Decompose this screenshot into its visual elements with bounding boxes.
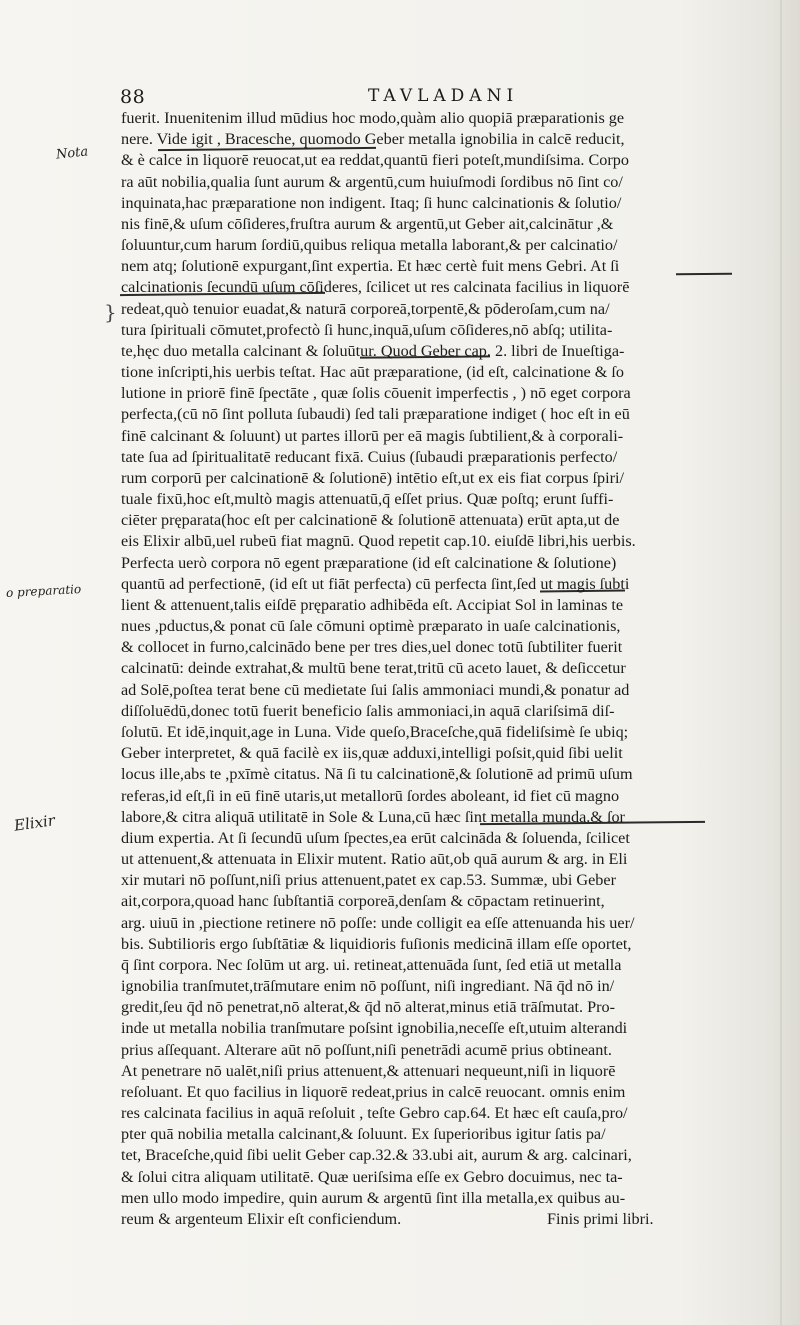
text-line: eis Elixir albū,uel rubeū fiat magnū. Quod repetit cap.10. eiuſdē libri,his uerbis.	[121, 532, 636, 551]
text-line: ignobilia tranſmutet,trāſmutare enim nō poſſunt, niſi ingrediant. Nā q̄d nō in/	[121, 977, 615, 996]
text-line: fuerit. Inuenitenim illud mūdius hoc modo,quàm alio quopiā præparationis ge	[121, 109, 625, 127]
text-line: referas,id eſt,ſi in eū finē utaris,ut metallorū ſordes aboleant, id fiet cū magno	[121, 786, 620, 805]
text-line: prius aſſequant. Alterare aūt nō poſſunt,niſi penetrādi acumē prius obtineant.	[121, 1040, 612, 1059]
text-line: lutione in priorē finē ſpectāte , quæ ſolis cōuenit imperfectis , ) nō eget corpora	[121, 384, 631, 403]
text-line: arg. uiuū in ,piectione retinere nō poſſe: unde colligit ea eſſe attenuanda his uer/	[121, 913, 635, 932]
closing-text: Finis primi libri.	[547, 1209, 654, 1228]
text-line: q̄ ſint corpora. Nec ſolūm ut arg. ui. retineat,attenuāda ſunt, ſed etiā ut metalla	[121, 955, 622, 974]
text-line: reum & argenteum Elixir eſt conficiendum.	[121, 1209, 402, 1228]
text-line: & è calce in liquorē reuocat,ut ea reddat,quantū fieri poteſt,mundiſsima. Corpo	[121, 151, 629, 170]
margin-note-elixir: Elixir	[12, 811, 57, 835]
text-line: diſſoluēdū,donec totū fuerit beneficio ſalis ammoniaci,in aquā clariſsimā diſ-	[121, 701, 615, 720]
text-line: ut attenuent,& attenuata in Elixir mutent. Ratio aūt,ob quā aurum & arg. in Eli	[121, 850, 628, 869]
text-line: ra aūt nobilia,qualia ſunt aurum & argentū,cum huiuſmodi ſordibus nō ſint co/	[121, 172, 623, 191]
text-line: nere. Vide igit , Bracesche, quomodo Geber metalla ignobilia in calcē reducit,	[121, 130, 625, 149]
text-line: labore,& citra aliquā utilitatē in Sole & Luna,cū hæc ſint metalla munda.& ſor	[121, 807, 625, 826]
text-line: pter quā nobilia metalla calcinant,& ſoluunt. Ex ſuperioribus igitur ſatis pa/	[121, 1125, 606, 1144]
text-line: nis finē,& uſum cōſideres,fruſtra aurum & argentū,ut Geber ait,calcinātur ,&	[121, 214, 614, 233]
text-line: & ſolui citra aliquam utilitatē. Quæ ueriſsima eſſe ex Gebro docuimus, nec ta-	[121, 1167, 623, 1186]
text-line: xir mutari nō poſſunt,niſi prius attenuent,patet ex cap.53. Summæ, ubi Geber	[121, 871, 616, 890]
text-line: bis. Subtilioris ergo ſubſtātiæ & liquidioris fuſionis medicinā illam eſſe oportet,	[121, 934, 632, 953]
running-title: TAVLADANI	[368, 86, 519, 106]
text-line: inquinata,hac præparatione non indigent. Itaq; ſi hunc calcinationis & ſolutio/	[121, 193, 622, 212]
text-line: nem atq; ſolutionē expurgant,ſint expertia. Et hæc certè fuit mens Gebri. At ſi	[121, 257, 620, 276]
text-line: ciēter pręparata(hoc eſt per calcinationē & ſolutionē attenuata) erūt apta,ut de	[121, 511, 620, 530]
page-number: 88	[120, 86, 146, 108]
margin-note-preparatio: o preparatio	[5, 582, 82, 600]
text-line: gredit,ſeu q̄d nō penetrat,nō alterat,& q̄d nō alterat,minus etiā trāſmutat. Pro-	[121, 998, 616, 1017]
text-line: tione inſcripti,his uerbis teſtat. Hac aūt præparatione, (id eſt, calcinatione & ſo	[121, 363, 625, 382]
margin-note-nota: Nota	[55, 144, 89, 163]
text-line: quantū ad perfectionē, (id eſt ut fiāt perfecta) cū perfecta ſint,ſed ut magis ſubti	[121, 574, 630, 593]
text-line: tet, Braceſche,quid ſibi uelit Geber cap.32.& 33.ubi ait, aurum & arg. calcinari,	[121, 1146, 632, 1165]
text-line: Geber interpretet, & quā facilè ex iis,quæ adduxi,intelligi poſsit,quid ſibi uelit	[121, 744, 623, 763]
text-line: inde ut metalla nobilia tranſmutare poſsint ignobilia,neceſſe eſt,utuim alterandi	[121, 1019, 628, 1038]
final-text-line	[121, 1209, 721, 1230]
margin-bracket-mark: }	[104, 300, 117, 324]
text-line: perfecta,(cū nō ſint polluta ſubaudi) ſed tali præparatione indiget ( hoc eſt in eū	[121, 405, 630, 424]
text-line: te,hęc duo metalla calcinant & ſoluūtur. Quod Geber cap. 2. libri de Inueſtiga-	[121, 341, 625, 360]
text-line: redeat,quò tenuior euadat,& naturā corporeā,torpentē,& pōderoſam,cum na/	[121, 299, 610, 318]
text-line: & collocet in furno,calcinādo bene per tres dies,uel donec totū ſubtiliter fuerit	[121, 638, 623, 657]
page-header	[120, 86, 620, 108]
text-line: calcinatū: deinde extrahat,& multū bene terat,tritū cū aceto lauet, & deſiccetur	[121, 659, 626, 678]
text-line: Perfecta uerò corpora nō egent præparatione (id eſt calcinatione & ſolutione)	[121, 553, 617, 572]
text-line: ad Solē,poſtea terat bene cū medietate ſui ſalis ammoniaci mundi,& ponatur ad	[121, 680, 630, 699]
page-edge	[780, 0, 782, 1325]
text-line: locus ille,abs te ,pxīmè citatus. Nā ſi tu calcinationē,& ſolutionē ad primū uſum	[121, 765, 633, 784]
text-line: men ullo modo impedire, quin aurum & argentū ſint illa metalla,ex quibus au-	[121, 1188, 626, 1207]
text-line: rum corporū per calcinationē & ſolutionē) intētio eſt,ut ex eis fiat corpus ſpiri/	[121, 468, 625, 487]
text-line: tate ſua ad ſpiritualitatē reducant fixā. Cuius (ſubaudi præparationis perfecto/	[121, 447, 618, 466]
text-line: finē calcinant & ſoluunt) ut partes illorū per eā magis ſubtilient,& à corporali-	[121, 426, 624, 445]
text-line: ſoluuntur,cum harum ſordiū,quibus reliqua metalla laborant,& per calcinatio/	[121, 236, 618, 255]
text-line: ſolutū. Et idē,inquit,age in Luna. Vide queſo,Braceſche,quā fideliſsimè ſe ubiq;	[121, 722, 629, 741]
text-line: tuale fixū,hoc eſt,multò magis attenuatū,q̄ eſſet prius. Quæ poſtq; erunt ſuffi-	[121, 490, 614, 509]
text-line: tura ſpirituali cōmutet,profectò ſi hunc,inquā,uſum cōſideres,nō abſq; utilita-	[121, 320, 613, 339]
text-line: calcinationis ſecundū uſum cōſideres, ſcilicet ut res calcinata facilius in liquorē	[121, 278, 630, 297]
text-line: At penetrare nō ualēt,niſi prius attenuent,& attenuari nequeunt,niſi in liquorē	[121, 1061, 616, 1080]
main-text-block	[121, 108, 721, 1230]
text-line: ait,corpora,quoad hanc ſubſtantiā corporeā,denſam & cōpactam retinuerint,	[121, 892, 605, 911]
text-line: lient & attenuent,talis eiſdē pręparatio adhibēda eſt. Accipiat Sol in laminas te	[121, 595, 624, 614]
text-line: nues ,pductus,& ponat cū ſale cōmuni optimè præparato in uaſe calcinationis,	[121, 617, 621, 636]
text-line: dium expertia. At ſi ſecundū uſum ſpectes,ea erūt calcināda & ſoluenda, ſcilicet	[121, 828, 630, 847]
text-line: reſoluant. Et quo facilius in liquorē redeat,prius in calcē reuocant. omnis enim	[121, 1082, 626, 1101]
text-line: res calcinata facilius in aquā reſoluit , teſte Gebro cap.64. Et hæc eſt cauſa,pro/	[121, 1104, 628, 1123]
